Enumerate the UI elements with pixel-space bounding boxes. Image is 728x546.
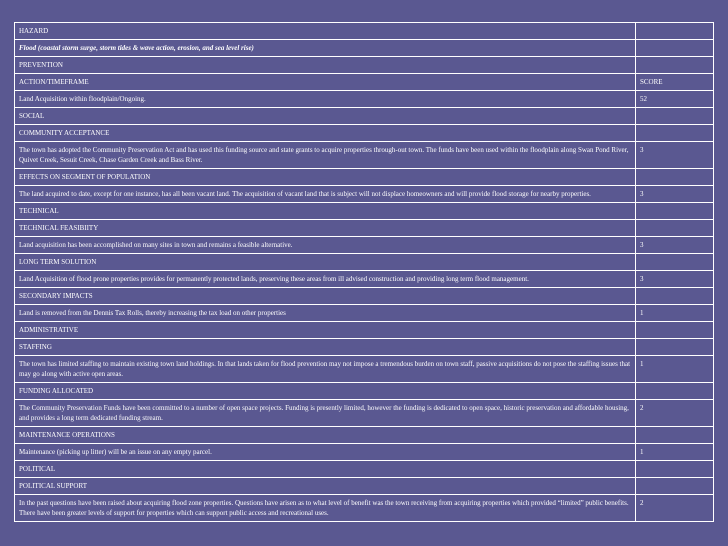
row-text: In the past questions have been raised about acquiring flood zone properties. Questions have arisen as to what level of benefit was the town receiving from acquiring properties which provided “limited” public benefits. There have been greater levels of support for properties which can support public access and recreational uses.: [15, 495, 636, 522]
row-text: SECONDARY IMPACTS: [15, 288, 636, 305]
row-score: [636, 203, 714, 220]
table-row: [15, 444, 714, 461]
row-score: [636, 40, 714, 57]
row-score: [636, 427, 714, 444]
table-row: [15, 400, 714, 427]
row-text: Maintenance (picking up litter) will be an issue on any empty parcel.: [15, 444, 636, 461]
table-row: [15, 169, 714, 186]
row-score: [636, 23, 714, 40]
table-row: [15, 495, 714, 522]
row-score: [636, 57, 714, 74]
row-score: 1: [636, 444, 714, 461]
row-text: The Community Preservation Funds have been committed to a number of open space projects. Funding is presently limited, however the funding is dedicated to open space, historic preservation and affordable housing, and provides a long term dedicated funding stream.: [15, 400, 636, 427]
row-text: TECHNICAL FEASIBIITY: [15, 220, 636, 237]
table-row: [15, 108, 714, 125]
row-text: EFFECTS ON SEGMENT OF POPULATION: [15, 169, 636, 186]
hazard-mitigation-table: [14, 22, 714, 522]
row-text: Land acquisition has been accomplished on many sites in town and remains a feasible alternative.: [15, 237, 636, 254]
row-score: [636, 288, 714, 305]
row-score: 1: [636, 356, 714, 383]
row-score: [636, 108, 714, 125]
table-row: [15, 220, 714, 237]
score-header: SCORE: [636, 74, 714, 91]
row-score: [636, 220, 714, 237]
table-row: [15, 125, 714, 142]
row-text: STAFFING: [15, 339, 636, 356]
table-row: [15, 339, 714, 356]
table-row: [15, 186, 714, 203]
row-score: 2: [636, 400, 714, 427]
row-score: [636, 254, 714, 271]
row-score: [636, 125, 714, 142]
table-row: [15, 57, 714, 74]
table-row: [15, 427, 714, 444]
row-score: [636, 478, 714, 495]
row-text: ADMINISTRATIVE: [15, 322, 636, 339]
table-row: [15, 288, 714, 305]
table-row: [15, 271, 714, 288]
row-text: SOCIAL: [15, 108, 636, 125]
table-row: [15, 461, 714, 478]
row-score: [636, 339, 714, 356]
row-score: 1: [636, 305, 714, 322]
table-row: [15, 23, 714, 40]
row-score: 3: [636, 142, 714, 169]
row-score: [636, 322, 714, 339]
table-row: [15, 74, 714, 91]
hazard-type: Flood (coastal storm surge, storm tides & wave action, erosion, and sea level rise): [15, 40, 636, 57]
row-score: 2: [636, 495, 714, 522]
row-text: Land Acquisition within floodplain/Ongoing.: [15, 91, 636, 108]
table-row: [15, 305, 714, 322]
row-text: Land Acquisition of flood prone properties provides for permanently protected lands, preserving these areas from ill advised construction and providing long term flood management.: [15, 271, 636, 288]
table-row: [15, 478, 714, 495]
row-text: TECHNICAL: [15, 203, 636, 220]
row-text: COMMUNITY ACCEPTANCE: [15, 125, 636, 142]
row-score: 52: [636, 91, 714, 108]
row-text: MAINTENANCE OPERATIONS: [15, 427, 636, 444]
row-text: ACTION/TIMEFRAME: [15, 74, 636, 91]
row-text: POLITICAL: [15, 461, 636, 478]
row-text: POLITICAL SUPPORT: [15, 478, 636, 495]
row-text: HAZARD: [15, 23, 636, 40]
row-text: LONG TERM SOLUTION: [15, 254, 636, 271]
table-row: [15, 254, 714, 271]
table-row: [15, 142, 714, 169]
row-score: 3: [636, 271, 714, 288]
row-text: FUNDING ALLOCATED: [15, 383, 636, 400]
row-text: Land is removed from the Dennis Tax Rolls, thereby increasing the tax load on other properties: [15, 305, 636, 322]
table-row: [15, 322, 714, 339]
table-row: [15, 40, 714, 57]
table-row: [15, 203, 714, 220]
row-score: 3: [636, 186, 714, 203]
row-text: PREVENTION: [15, 57, 636, 74]
table-row: [15, 237, 714, 254]
row-text: The town has adopted the Community Preservation Act and has used this funding source and state grants to acquire properties through-out town. The funds have been used within the floodplain along Swan Pond River, Quivet Creek, Sesuit Creek, Chase Garden Creek and Bass River.: [15, 142, 636, 169]
table-row: [15, 356, 714, 383]
row-text: The land acquired to date, except for one instance, has all been vacant land. The acquisition of vacant land that is subject will not displace homeowners and will provide flood storage for nearby properties.: [15, 186, 636, 203]
table-row: [15, 91, 714, 108]
row-score: 3: [636, 237, 714, 254]
row-score: [636, 169, 714, 186]
table-row: [15, 383, 714, 400]
row-text: The town has limited staffing to maintain existing town land holdings. In that lands taken for flood prevention may not impose a tremendous burden on town staff, passive acquisitions do not pose the staffing issues that may go along with active open areas.: [15, 356, 636, 383]
row-score: [636, 383, 714, 400]
hazard-table-sheet: [14, 22, 714, 522]
row-score: [636, 461, 714, 478]
